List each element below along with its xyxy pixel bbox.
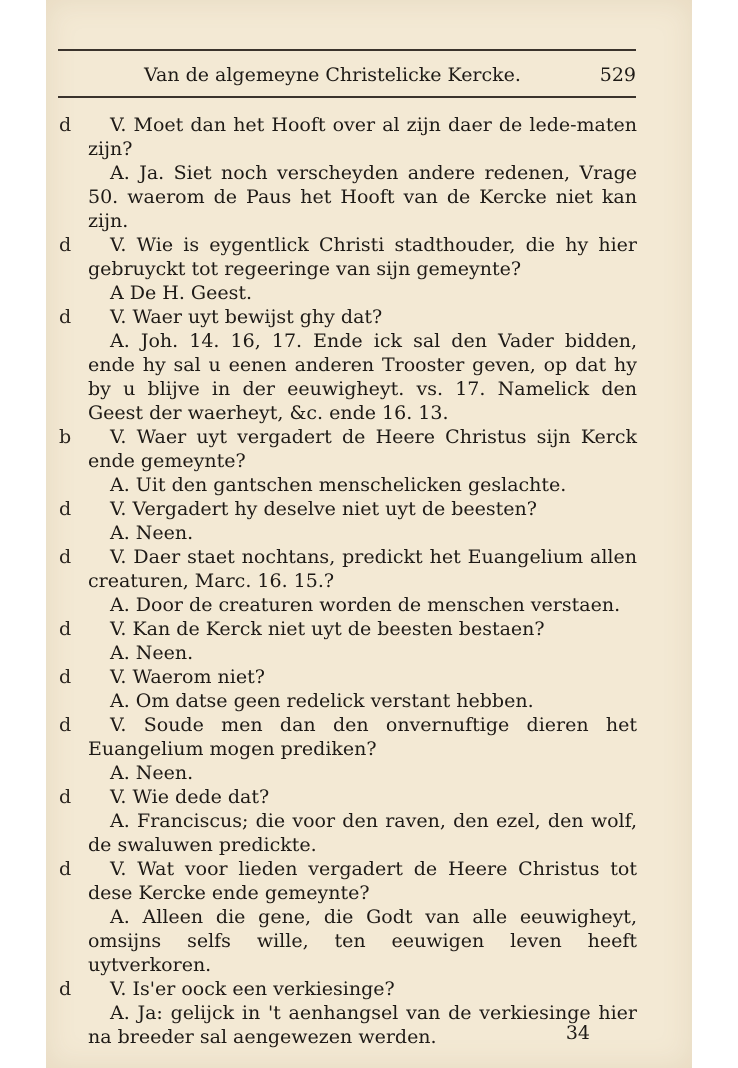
entry-text: V. Waer uyt vergadert de Heere Christus sijn Kerck ende gemeynte?: [88, 426, 637, 472]
margin-mark: b: [59, 426, 72, 448]
entry-text: V. Soude men dan den onvernuftige dieren het Euangelium mogen prediken?: [88, 714, 637, 760]
question-entry: [59, 785, 637, 809]
entry-text: A De H. Geest.: [110, 282, 253, 304]
entry-text: V. Kan de Kerck niet uyt de beesten bestaen?: [110, 618, 545, 640]
question-entry: [59, 713, 637, 761]
question-entry: [59, 617, 637, 641]
answer-entry: [88, 641, 637, 665]
header-rule: [58, 96, 636, 98]
question-entry: [59, 425, 637, 473]
entry-text: A. Joh. 14. 16, 17. Ende ick sal den Vader bidden, ende hy sal u eenen anderen Trooster geven, op dat hy by u blijve in der eeuwigheyt. vs. 17. Namelick den Geest der waerheyt, &c. ende 16. 13.: [88, 330, 637, 424]
entry-text: V. Moet dan het Hooft over al zijn daer de lede-maten zijn?: [88, 114, 637, 160]
margin-mark: d: [59, 978, 72, 1000]
answer-entry: [88, 281, 637, 305]
answer-entry: [88, 689, 637, 713]
margin-mark: d: [59, 714, 72, 736]
answer-entry: [88, 809, 637, 857]
entry-text: V. Vergadert hy deselve niet uyt de beesten?: [110, 498, 537, 520]
margin-mark: d: [59, 114, 72, 136]
entry-text: V. Daer staet nochtans, predickt het Euangelium allen creaturen, Marc. 16. 15.?: [88, 546, 637, 592]
answer-entry: [88, 593, 637, 617]
entry-text: A. Door de creaturen worden de menschen verstaen.: [110, 594, 621, 616]
top-rule: [58, 49, 636, 51]
entry-text: A. Om datse geen redelick verstant hebben.: [110, 690, 534, 712]
question-entry: [59, 497, 637, 521]
margin-mark: d: [59, 666, 72, 688]
answer-entry: [88, 473, 637, 497]
entry-text: V. Waerom niet?: [110, 666, 265, 688]
entry-text: V. Wie is eygentlick Christi stadthouder, die hy hier gebruyckt tot regeeringe van sijn gemeynte?: [88, 234, 637, 280]
entry-text: A. Neen.: [110, 642, 194, 664]
entry-text: A. Ja. Siet noch verscheyden andere redenen, Vrage 50. waerom de Paus het Hooft van de Kercke niet kan zijn.: [88, 162, 637, 232]
entry-text: A. Franciscus; die voor den raven, den ezel, den wolf, de swaluwen predickte.: [88, 810, 637, 856]
question-entry: [59, 113, 637, 161]
entry-text: A. Neen.: [110, 762, 194, 784]
question-entry: [59, 665, 637, 689]
answer-entry: [88, 761, 637, 785]
margin-mark: d: [59, 786, 72, 808]
question-entry: [59, 305, 637, 329]
margin-mark: d: [59, 498, 72, 520]
margin-mark: d: [59, 546, 72, 568]
margin-mark: d: [59, 858, 72, 880]
entry-text: A. Neen.: [110, 522, 194, 544]
answer-entry: [88, 329, 637, 425]
margin-mark: d: [59, 618, 72, 640]
margin-mark: d: [59, 306, 72, 328]
running-header: [58, 60, 636, 90]
entry-text: V. Wat voor lieden vergadert de Heere Christus tot dese Kercke ende gemeynte?: [88, 858, 637, 904]
page-body: [59, 113, 637, 1049]
entry-text: A. Ja: gelijck in 't aenhangsel van de verkiesinge hier na breeder sal aengewezen werden.: [88, 1002, 637, 1048]
entry-text: A. Alleen die gene, die Godt van alle eeuwigheyt, omsijns selfs wille, ten eeuwigen leven heeft uytverkoren.: [88, 906, 637, 976]
question-entry: [59, 545, 637, 593]
margin-mark: d: [59, 234, 72, 256]
question-entry: [59, 857, 637, 905]
running-title: Van de algemeyne Christelicke Kercke.: [144, 64, 521, 86]
entry-text: V. Wie dede dat?: [110, 786, 270, 808]
question-entry: [59, 977, 637, 1001]
entry-text: A. Uit den gantschen menschelicken geslachte.: [110, 474, 567, 496]
question-entry: [59, 233, 637, 281]
entry-text: V. Waer uyt bewijst ghy dat?: [110, 306, 383, 328]
page-number: 529: [599, 64, 636, 86]
answer-entry: [88, 521, 637, 545]
entry-text: V. Is'er oock een verkiesinge?: [110, 978, 395, 1000]
answer-entry: [88, 161, 637, 233]
answer-entry: [88, 905, 637, 977]
signature-mark: 34: [565, 1022, 590, 1044]
